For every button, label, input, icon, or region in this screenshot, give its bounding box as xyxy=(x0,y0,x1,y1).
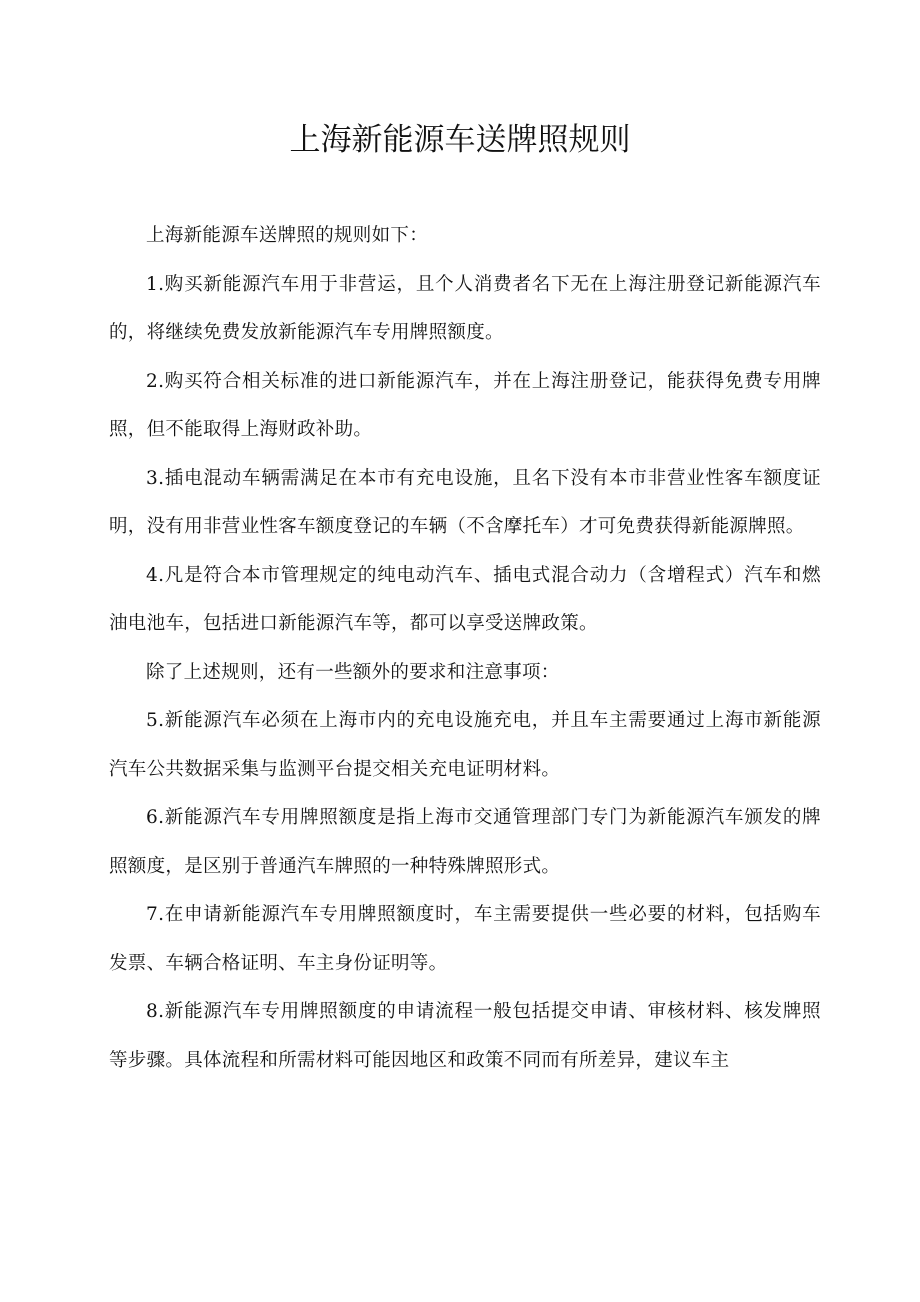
paragraph-additional-intro: 除了上述规则，还有一些额外的要求和注意事项： xyxy=(146,661,560,683)
paragraph-rule-6: 6.新能源汽车专用牌照额度是指上海市交通管理部门专门为新能源汽车颁发的牌照额度，是区别于普通汽车牌照的一种特殊牌照形式。 xyxy=(109,807,821,877)
document-body xyxy=(109,212,821,1085)
paragraph-rule-7: 7.在申请新能源汽车专用牌照额度时，车主需要提供一些必要的材料，包括购车发票、车辆合格证明、车主身份证明等。 xyxy=(109,904,821,974)
paragraph-rule-1: 1.购买新能源汽车用于非营运，且个人消费者名下无在上海注册登记新能源汽车的，将继续免费发放新能源汽车专用牌照额度。 xyxy=(109,273,821,343)
paragraph-rule-4: 4.凡是符合本市管理规定的纯电动汽车、插电式混合动力（含增程式）汽车和燃油电池车，包括进口新能源汽车等，都可以享受送牌政策。 xyxy=(109,564,821,634)
paragraph-intro: 上海新能源车送牌照的规则如下： xyxy=(146,225,429,246)
paragraph-rule-8: 8.新能源汽车专用牌照额度的申请流程一般包括提交申请、审核材料、核发牌照等步骤。具体流程和所需材料可能因地区和政策不同而有所差异，建议车主 xyxy=(109,1001,821,1071)
paragraph-rule-3: 3.插电混动车辆需满足在本市有充电设施，且名下没有本市非营业性客车额度证明，没有用非营业性客车额度登记的车辆（不含摩托车）才可免费获得新能源牌照。 xyxy=(109,467,821,537)
paragraph-rule-5: 5.新能源汽车必须在上海市内的充电设施充电，并且车主需要通过上海市新能源汽车公共数据采集与监测平台提交相关充电证明材料。 xyxy=(109,710,821,780)
paragraph-rule-2: 2.购买符合相关标准的进口新能源汽车，并在上海注册登记，能获得免费专用牌照，但不能取得上海财政补助。 xyxy=(109,370,821,440)
document-title: 上海新能源车送牌照规则 xyxy=(289,122,631,158)
